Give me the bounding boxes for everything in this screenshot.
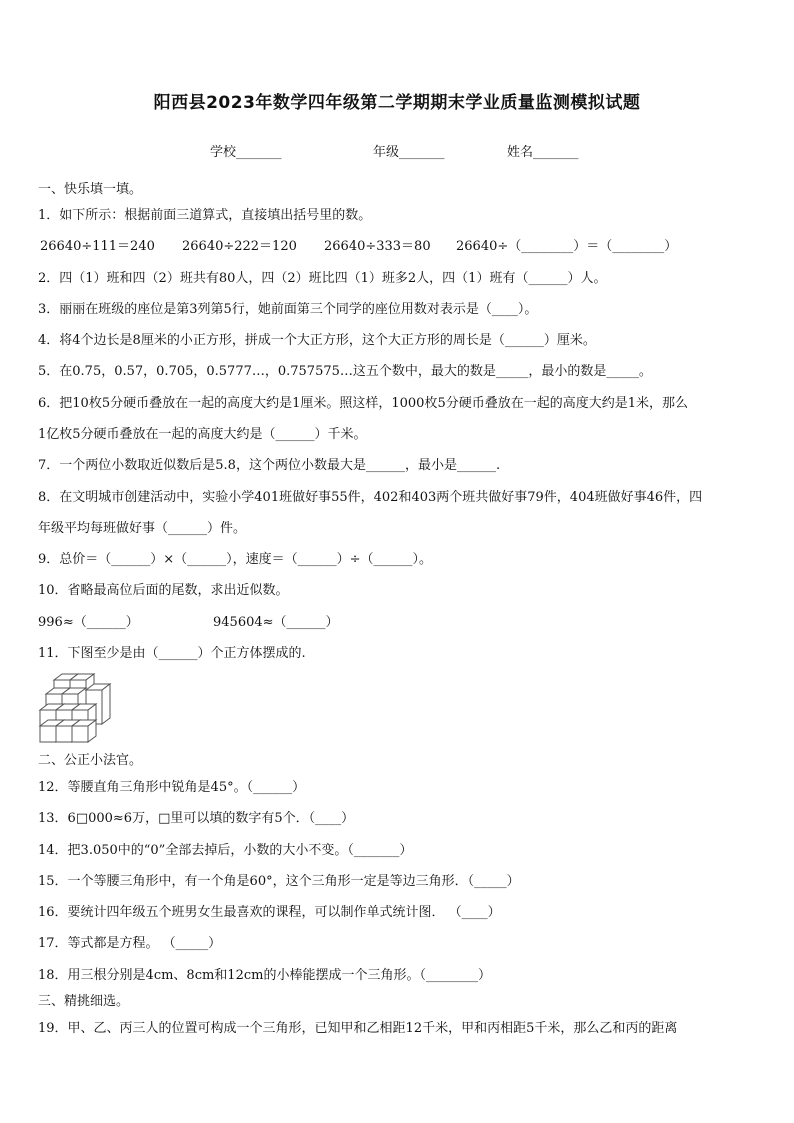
student-info-row <box>0 141 794 161</box>
question-1: 1．如下所示：根据前面三道算式，直接填出括号里的数。 <box>38 208 372 223</box>
question-19: 19．甲、乙、丙三人的位置可构成一个三角形，已知甲和乙相距12千米，甲和丙相距5千米，那么乙和丙的距离 <box>38 1021 678 1036</box>
question-3: 3．丽丽在班级的座位是第3列第5行，她前面第三个同学的座位用数对表示是（____）。 <box>38 302 538 317</box>
question-10-part-a: 996≈（______） <box>38 615 139 630</box>
question-12: 12．等腰直角三角形中锐角是45°。（______） <box>38 780 306 795</box>
q1-equation-3: 26640÷333＝80 <box>324 239 431 254</box>
cube-front-6 <box>72 720 96 742</box>
question-7: 7．一个两位小数取近似数后是5.8，这个两位小数最大是______，最小是______. <box>38 458 501 473</box>
question-6-line-2: 1亿枚5分硬币叠放在一起的高度大约是（______）千米。 <box>38 427 367 442</box>
question-10-part-b: 945604≈（______） <box>213 615 339 630</box>
q1-equation-2: 26640÷222＝120 <box>182 239 297 254</box>
question-8-line-1: 8．在文明城市创建活动中，实验小学401班做好事55件，402和403两个班共做好事79件，404班做好事46件，四 <box>38 490 703 505</box>
question-9: 9．总价＝（______）×（______），速度＝（______）÷（______）。 <box>38 552 433 567</box>
q1-equation-4: 26640÷（________）＝（________） <box>456 239 678 254</box>
question-8-line-2: 年级平均每班做好事（______）件。 <box>38 521 247 536</box>
question-2: 2．四（1）班和四（2）班共有80人，四（2）班比四（1）班多2人，四（1）班有（______）人。 <box>38 271 607 286</box>
question-17: 17．等式都是方程。 （_____） <box>38 936 222 951</box>
question-6-line-1: 6．把10枚5分硬币叠放在一起的高度大约是1厘米。照这样，1000枚5分硬币叠放在一起的高度大约是1米，那么 <box>38 396 688 411</box>
question-4: 4．将4个边长是8厘米的小正方形，拼成一个大正方形，这个大正方形的周长是（______）厘米。 <box>38 333 596 348</box>
section-heading-2: 二、公正小法官。 <box>38 753 143 768</box>
section-heading-1: 一、快乐填一填。 <box>38 182 143 197</box>
page-title: 阳西县2023年数学四年级第二学期期末学业质量监测模拟试题 <box>153 93 641 113</box>
name-field[interactable]: 姓名_______ <box>507 145 579 160</box>
grade-field[interactable]: 年级_______ <box>373 145 445 160</box>
question-5: 5．在0.75，0.57，0.705，0.5777…，0.757575…这五个数中，最大的数是_____，最小的数是_____。 <box>38 364 652 379</box>
question-13: 13．6□000≈6万，□里可以填的数字有5个．（____） <box>38 811 355 826</box>
question-18: 18．用三根分别是4cm、8cm和12cm的小棒能摆成一个三角形。（________） <box>38 968 491 983</box>
school-field[interactable]: 学校_______ <box>210 145 282 160</box>
question-16: 16．要统计四年级五个班男女生最喜欢的课程，可以制作单式统计图． （____） <box>38 905 501 920</box>
question-14: 14．把3.050中的“0”全部去掉后，小数的大小不变。（_______） <box>38 843 413 858</box>
q1-equation-1: 26640÷111＝240 <box>40 239 155 254</box>
cube-stack-figure <box>38 672 120 748</box>
question-15: 15．一个等腰三角形中，有一个角是60°，这个三角形一定是等边三角形．（_____） <box>38 874 520 889</box>
question-10: 10．省略最高位后面的尾数，求出近似数。 <box>38 583 289 598</box>
question-11: 11．下图至少是由（______）个正方体摆成的. <box>38 646 306 661</box>
section-heading-3: 三、精挑细选。 <box>38 994 130 1009</box>
